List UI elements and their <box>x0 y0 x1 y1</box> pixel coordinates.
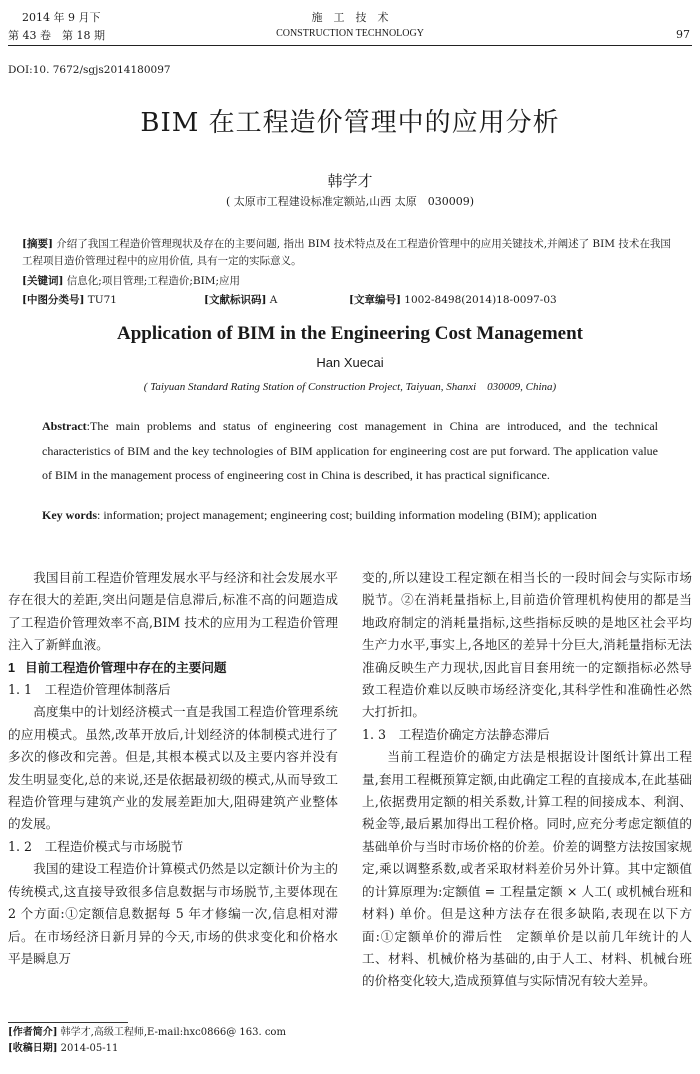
classification-value: TU71 <box>84 294 117 306</box>
classification-row <box>22 292 678 309</box>
section-1-3-paragraph: 当前工程造价的确定方法是根据设计图纸计算出工程量,套用工程概预算定额,由此确定工程的直接成本,在此基础上,依据费用定额的相关系数,计算工程的间接成本、利润、税金等,最后累加得出工程价格。同时,应充分考虑定额值的基础单价与当时市场价格的价差。价差的调整方法按国家规定,乘以调整系数,或者采取材料差价另外计算。其中定额值的计算原理为:定额值 = 工程量定额 × 人工( 或机械台班和材料) 单价。但是这种方法存在很多缺陷,表现在以下方面:①定额单价的滞后性 定额单价是以前几年统计的人工、材料、机械价格为基础的,由于人工、材料、机械台班的价格变化较大,造成预算值与实际情况有较大差异。 <box>362 749 692 989</box>
keywords-en-text: : information; project management; engineering cost; building information modeling (BIM); application <box>97 508 597 522</box>
header-date: 2014 年 9 月下 <box>22 11 101 24</box>
section-1-title: 目前工程造价管理中存在的主要问题 <box>25 659 227 675</box>
section-1-2-heading: 1. 2 工程造价模式与市场脱节 <box>8 838 184 854</box>
footnote-rule <box>8 1022 128 1023</box>
keywords-cn-label: [关键词] <box>22 275 64 287</box>
classification <box>22 292 204 309</box>
keywords-en <box>42 503 658 528</box>
doi: DOI:10. 7672/sgjs2014180097 <box>8 64 171 76</box>
header-volume: 第 43 卷 第 18 期 <box>8 29 105 42</box>
intro-paragraph: 我国目前工程造价管理发展水平与经济和社会发展水平存在很大的差距,突出问题是信息滞后,标准不高的问题造成了工程造价管理效率不高,BIM 技术的应用为工程造价管理注入了新鲜血液。 <box>8 570 338 653</box>
header-journal-en: CONSTRUCTION TECHNOLOGY <box>276 28 424 39</box>
header-page-number: 97 <box>676 28 690 41</box>
paper-title-en: Application of BIM in the Engineering Cost Management <box>116 323 584 344</box>
abstract-cn <box>22 236 678 270</box>
abstract-en <box>42 414 658 488</box>
document-code-value: A <box>266 294 278 306</box>
section-1-1-paragraph: 高度集中的计划经济模式一直是我国工程造价管理系统的应用模式。虽然,改革开放后,计划经济的体制模式进行了多次的修改和完善。但是,其根本模式以及主要内容并没有发生明显变化,总的来说,还是依据最初级的模式,从而导致工程造价管理与建筑产业的发展差距加大,阻碍建筑产业整体的发展。 <box>8 704 338 832</box>
affiliation-en: ( Taiyuan Standard Rating Station of Construction Project, Taiyuan, Shanxi 030009, China) <box>143 381 557 393</box>
section-1-2-paragraph: 我国的建设工程造价计算模式仍然是以定额计价为主的传统模式,这直接导致很多信息数据与市场脱节,主要体现在 2 个方面:①定额信息数据每 5 年才修编一次,信息相对滞后。在市场经济日新月异的今天,市场的供求变化和价格水平是瞬息万 <box>8 861 338 966</box>
author-bio <box>8 1025 338 1041</box>
article-number-value: 1002-8498(2014)18-0097-03 <box>400 294 557 306</box>
section-1-1-heading: 1. 1 工程造价管理体制落后 <box>8 682 171 698</box>
affiliation-cn: ( 太原市工程建设标准定额站,山西 太原 030009) <box>225 195 475 208</box>
received-date-text: 2014-05-11 <box>57 1043 119 1054</box>
footnote <box>8 1025 338 1057</box>
article-number <box>349 294 557 306</box>
document-code <box>204 292 349 309</box>
abstract-en-label: Abstract <box>42 419 87 433</box>
classification-label: [中图分类号] <box>22 294 85 306</box>
paper-title-cn: BIM 在工程造价管理中的应用分析 <box>140 108 560 138</box>
document-code-label: [文献标识码] <box>204 294 267 306</box>
author-en: Han Xuecai <box>316 355 384 370</box>
keywords-cn-text: 信息化;项目管理;工程造价;BIM;应用 <box>63 275 241 287</box>
body-left-column <box>8 567 338 970</box>
section-1-heading <box>8 657 338 679</box>
header-journal-cn: 施 工 技 术 <box>311 11 389 24</box>
abstract-en-text: :The main problems and status of engineering cost management in China are introduced, and the technical characteristics of BIM and the key technologies of BIM application for engineering cost are put forward. The application value of BIM in the management process of engineering cost in China is described, it has practical significance. <box>42 419 658 482</box>
section-1-3-heading: 1. 3 工程造价确定方法静态滞后 <box>362 726 550 742</box>
header-rule <box>8 45 692 46</box>
article-number-label: [文章编号] <box>349 294 401 306</box>
keywords-cn <box>22 273 678 290</box>
keywords-en-label: Key words <box>42 508 97 522</box>
received-date <box>8 1041 338 1057</box>
author-cn: 韩学才 <box>327 172 373 190</box>
received-date-label: [收稿日期] <box>8 1043 58 1054</box>
section-1-number: 1 <box>8 660 16 675</box>
section-1-2-continuation: 变的,所以建设工程定额在相当长的一段时间会与实际市场脱节。②在消耗量指标上,目前造价管理机构使用的都是当地政府制定的消耗量指标,这些指标反映的是地区社会平均生产力水平,事实上,各地区的差异十分巨大,消耗量指标无法准确反映生产力现状,因此盲目套用统一的定额指标必然导致工程造价难以反映市场经济变化,其科学性和准确性必然大打折扣。 <box>362 570 692 720</box>
body-right-column <box>362 567 692 993</box>
abstract-cn-text: 介绍了我国工程造价管理现状及存在的主要问题, 指出 BIM 技术特点及在工程造价管理中的应用关键技术,并阐述了 BIM 技术在我国工程项目造价管理过程中的应用价值, 具有一定的实际意义。 <box>22 238 671 267</box>
abstract-cn-label: [摘要] <box>22 238 53 250</box>
author-bio-text: 韩学才,高级工程师,E-mail:hxc0866@ 163. com <box>57 1027 286 1038</box>
author-bio-label: [作者简介] <box>8 1027 58 1038</box>
